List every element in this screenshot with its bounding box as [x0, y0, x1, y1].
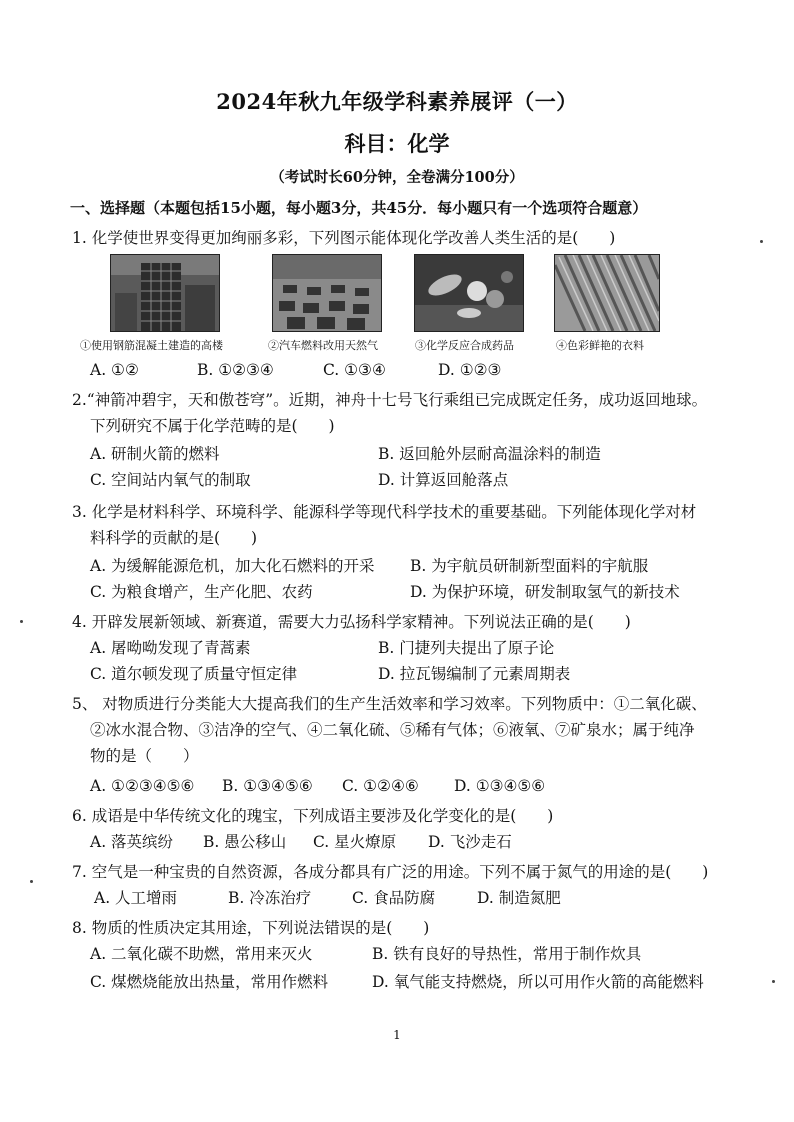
q8-option-d: D. 氧气能支持燃烧，所以可用作火箭的高能燃料: [372, 973, 704, 991]
scan-speck: [772, 980, 775, 983]
q1-caption-3: ③化学反应合成药品: [415, 339, 514, 352]
section-heading: 一、选择题（本题包括15小题，每小题3分，共45分．每小题只有一个选项符合题意）: [70, 199, 648, 217]
q5-option-b: B. ①③④⑤⑥: [222, 777, 313, 795]
q6-option-c: C. 星火燎原: [313, 833, 397, 851]
q1-option-b: B. ①②③④: [197, 361, 274, 379]
exam-duration-note: （考试时长60分钟，全卷满分100分）: [270, 169, 524, 186]
q4-option-b: B. 门捷列夫提出了原子论: [378, 639, 555, 657]
q1-photo-building: [110, 254, 220, 332]
q1-photo-traffic: [272, 254, 382, 332]
q3-option-c: C. 为粮食增产，生产化肥、农药: [90, 583, 313, 601]
q3-stem-line1: 3. 化学是材料科学、环境科学、能源科学等现代科学技术的重要基础。下列能体现化学对材: [72, 503, 697, 521]
q8-stem: 8. 物质的性质决定其用途，下列说法错误的是( ): [72, 919, 430, 937]
q8-option-c: C. 煤燃烧能放出热量，常用作燃料: [90, 973, 329, 991]
q4-option-d: D. 拉瓦锡编制了元素周期表: [378, 665, 571, 683]
q5-stem-line2: ②冰水混合物、③洁净的空气、④二氧化硫、⑤稀有气体；⑥液氧、⑦矿泉水；属于纯净: [90, 721, 695, 739]
subject-heading: 科目：化学: [344, 131, 450, 156]
q5-option-c: C. ①②④⑥: [342, 777, 419, 795]
q1-option-d: D. ①②③: [438, 361, 502, 379]
q4-option-c: C. 道尔顿发现了质量守恒定律: [90, 665, 298, 683]
q7-stem: 7. 空气是一种宝贵的自然资源，各成分都具有广泛的用途。下列不属于氮气的用途的是( ): [72, 863, 709, 881]
q7-option-b: B. 冷冻治疗: [228, 889, 312, 907]
q3-option-a: A. 为缓解能源危机，加大化石燃料的开采: [90, 557, 375, 575]
q6-option-a: A. 落英缤纷: [90, 833, 174, 851]
q2-stem-line2: 下列研究不属于化学范畴的是( ): [90, 417, 335, 435]
q2-option-b: B. 返回舱外层耐高温涂料的制造: [378, 445, 601, 463]
q7-option-c: C. 食品防腐: [352, 889, 436, 907]
q5-stem-line1: 5、 对物质进行分类能大大提高我们的生产生活效率和学习效率。下列物质中：①二氧化碳、: [72, 695, 707, 713]
q2-option-d: D. 计算返回舱落点: [378, 471, 509, 489]
scan-speck: [760, 240, 763, 243]
q7-option-a: A. 人工增雨: [94, 889, 178, 907]
scan-speck: [20, 620, 23, 623]
q3-option-d: D. 为保护环境，研发制取氢气的新技术: [410, 583, 680, 601]
q3-option-b: B. 为宇航员研制新型面料的宇航服: [410, 557, 649, 575]
q1-option-c: C. ①③④: [323, 361, 386, 379]
q8-option-b: B. 铁有良好的导热性，常用于制作炊具: [372, 945, 642, 963]
q3-stem-line2: 料科学的贡献的是( ): [90, 529, 258, 547]
q1-caption-4: ④色彩鲜艳的衣料: [556, 339, 644, 352]
q2-option-c: C. 空间站内氧气的制取: [90, 471, 251, 489]
q1-caption-2: ②汽车燃料改用天然气: [268, 339, 378, 352]
q1-option-a: A. ①②: [90, 361, 139, 379]
q6-option-d: D. 飞沙走石: [428, 833, 512, 851]
q5-option-a: A. ①②③④⑤⑥: [90, 777, 195, 795]
q2-option-a: A. 研制火箭的燃料: [90, 445, 220, 463]
q1-stem: 1. 化学使世界变得更加绚丽多彩，下列图示能体现化学改善人类生活的是( ): [72, 229, 616, 247]
page-title: 2024年秋九年级学科素养展评（一）: [216, 89, 578, 114]
q1-photo-medicine: [414, 254, 524, 332]
q8-option-a: A. 二氧化碳不助燃，常用来灭火: [90, 945, 313, 963]
q4-stem: 4. 开辟发展新领域、新赛道，需要大力弘扬科学家精神。下列说法正确的是( ): [72, 613, 631, 631]
q5-stem-line3: 物的是（ ）: [90, 747, 199, 765]
q1-caption-1: ①使用钢筋混凝土建造的高楼: [80, 339, 223, 352]
q4-option-a: A. 屠呦呦发现了青蒿素: [90, 639, 251, 657]
q1-image-row: [82, 254, 682, 334]
q1-photo-fabric: [554, 254, 660, 332]
q6-option-b: B. 愚公移山: [203, 833, 287, 851]
q2-stem-line1: 2.“神箭冲碧宇，天和傲苍穹”。近期，神舟十七号飞行乘组已完成既定任务，成功返回地球。: [72, 391, 708, 409]
scan-speck: [30, 880, 33, 883]
page-number: 1: [393, 1028, 401, 1042]
q5-option-d: D. ①③④⑤⑥: [454, 777, 546, 795]
q6-stem: 6. 成语是中华传统文化的瑰宝，下列成语主要涉及化学变化的是( ): [72, 807, 554, 825]
q7-option-d: D. 制造氮肥: [477, 889, 561, 907]
